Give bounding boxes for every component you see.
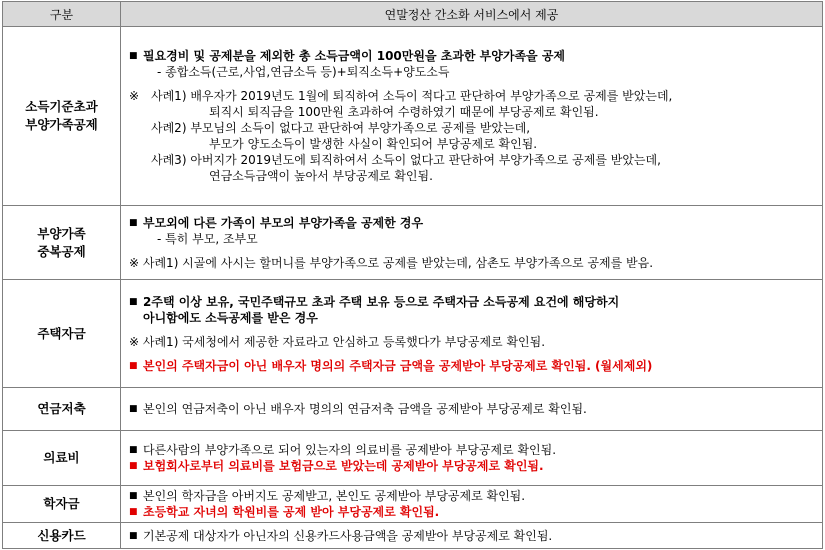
bullet-icon: ■ <box>129 530 138 541</box>
category-label: 의료비 <box>43 450 80 465</box>
category-cell <box>3 388 121 431</box>
content-cell <box>121 206 823 280</box>
category-label: 중복공제 <box>37 243 86 259</box>
case-text: 사례2) 부모님의 소득이 없다고 판단하여 부양가족으로 공제를 받았는데, <box>151 121 531 135</box>
row-medical <box>3 431 823 486</box>
case-text: ※ 사례1) 국세청에서 제공한 자료라고 안심하고 등록했다가 부당공제로 확인됨. <box>129 334 546 349</box>
bullet-text: 본인의 학자금을 아버지도 공제받고, 본인도 공제받아 부당공제로 확인됨. <box>143 489 526 503</box>
row-tuition <box>3 486 823 523</box>
category-label: 학자금 <box>43 496 80 511</box>
bullet-text: 2주택 이상 보유, 국민주택규모 초과 주택 보유 등으로 주택자금 소득공제 요건에 해당하지 <box>143 294 620 309</box>
header-description: 연말정산 간소화 서비스에서 제공 <box>121 2 823 27</box>
category-label: 소득기준초과 <box>25 99 98 114</box>
case-text: 사례1) 배우자가 2019년도 1월에 퇴직하여 소득이 적다고 판단하여 부양가족으로 공제를 받았는데, <box>151 89 673 103</box>
bullet-icon: ■ <box>129 296 138 307</box>
bullet-icon: ■ <box>129 51 138 61</box>
category-label: 주택자금 <box>37 325 86 341</box>
category-label: 신용카드 <box>37 527 86 543</box>
sub-text: - 종합소득(근로,사업,연금소득 등)+퇴직소득+양도소득 <box>157 65 450 79</box>
row-pension-savings <box>3 388 823 431</box>
bullet-icon: ■ <box>129 360 138 371</box>
content-cell <box>121 27 823 206</box>
warning-text: 초등학교 자녀의 학원비를 공제 받아 부당공제로 확인됨. <box>143 505 440 519</box>
category-label: 부양가족공제 <box>25 117 98 132</box>
case-text: 부모가 양도소득이 발생한 사실이 확인되어 부당공제로 확인됨. <box>209 137 538 151</box>
bullet-icon: ■ <box>129 461 138 471</box>
category-cell <box>3 27 121 206</box>
row-credit-card <box>3 523 823 549</box>
bullet-text: 부모외에 다른 가족이 부모의 부양가족을 공제한 경우 <box>143 215 424 230</box>
bullet-icon: ■ <box>129 404 138 414</box>
header-row <box>3 2 823 27</box>
bullet-text: 다른사람의 부양가족으로 되어 있는자의 의료비를 공제받아 부당공제로 확인됨. <box>143 443 557 457</box>
bullet-text: 아니함에도 소득공제를 받은 경우 <box>143 310 318 325</box>
deduction-table <box>2 1 823 549</box>
note-mark: ※ <box>129 89 140 103</box>
content-cell <box>121 280 823 388</box>
row-duplicate-dependent <box>3 206 823 280</box>
case-text: 사례3) 아버지가 2019년도에 퇴직하여서 소득이 없다고 판단하여 부양가족으로 공제를 받았는데, <box>151 153 661 167</box>
header-category: 구분 <box>3 2 121 27</box>
bullet-icon: ■ <box>129 445 138 455</box>
category-cell <box>3 523 121 549</box>
sub-text: - 특히 부모, 조부모 <box>157 231 258 246</box>
category-cell <box>3 206 121 280</box>
row-housing-fund <box>3 280 823 388</box>
bullet-text: 필요경비 및 공제분을 제외한 총 소득금액이 100만원을 초과한 부양가족을 공제 <box>143 49 566 63</box>
content-cell <box>121 388 823 431</box>
row-income-excess <box>3 27 823 206</box>
content-cell <box>121 523 823 549</box>
case-text: 퇴직시 퇴직금을 100만원 초과하여 수령하였기 때문에 부당공제로 확인됨. <box>209 105 599 119</box>
bullet-text: 기본공제 대상자가 아닌자의 신용카드사용금액을 공제받아 부당공제로 확인됨. <box>143 528 553 543</box>
category-cell <box>3 431 121 486</box>
category-label: 연금저축 <box>37 401 86 416</box>
warning-text: 본인의 주택자금이 아닌 배우자 명의의 주택자금 금액을 공제받아 부당공제로 확인됨. (월세제외) <box>143 358 653 373</box>
case-text: 연금소득금액이 높아서 부당공제로 확인됨. <box>209 169 433 183</box>
content-cell <box>121 486 823 523</box>
bullet-icon: ■ <box>129 507 138 517</box>
case-text: ※ 사례1) 시골에 사시는 할머니를 부양가족으로 공제를 받았는데, 삼촌도 부양가족으로 공제를 받음. <box>129 255 654 270</box>
category-cell <box>3 486 121 523</box>
content-cell <box>121 431 823 486</box>
bullet-text: 본인의 연금저축이 아닌 배우자 명의의 연금저축 금액을 공제받아 부당공제로 확인됨. <box>143 402 587 416</box>
bullet-icon: ■ <box>129 217 138 228</box>
warning-text: 보험회사로부터 의료비를 보험금으로 받았는데 공제받아 부당공제로 확인됨. <box>143 459 544 473</box>
bullet-icon: ■ <box>129 491 138 501</box>
category-label: 부양가족 <box>37 225 86 241</box>
category-cell <box>3 280 121 388</box>
